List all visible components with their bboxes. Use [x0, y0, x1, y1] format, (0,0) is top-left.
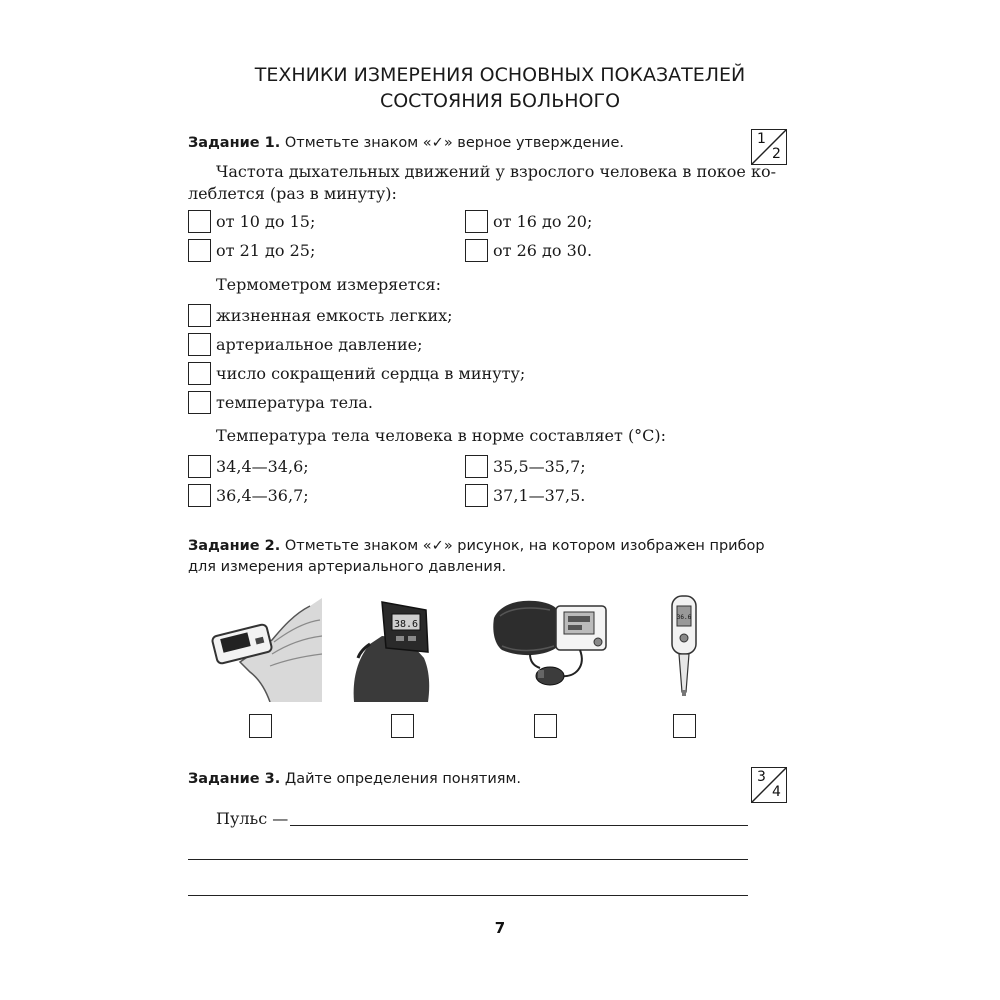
q3-text: Температура тела человека в норме составляет (°C):	[216, 426, 667, 445]
q1-option-4[interactable]: от 26 до 30.	[465, 237, 592, 263]
task2-heading	[188, 538, 765, 554]
checkbox[interactable]	[465, 484, 488, 507]
q3-option-1[interactable]: 34,4—34,6;	[188, 453, 309, 479]
checkbox[interactable]	[465, 210, 488, 233]
ir-display-text: 38.6	[393, 619, 419, 630]
score-top: 1	[757, 131, 766, 147]
checkbox[interactable]	[188, 455, 211, 478]
title-line-1: ТЕХНИКИ ИЗМЕРЕНИЯ ОСНОВНЫХ ПОКАЗАТЕЛЕЙ	[254, 64, 746, 86]
task3-instruction: Дайте определения понятиям.	[284, 771, 522, 787]
answer-line-3[interactable]	[188, 895, 748, 896]
q3-option-3[interactable]: 36,4—36,7;	[188, 482, 309, 508]
q1-option-3[interactable]: от 21 до 25;	[188, 237, 315, 263]
q1-text-line-1: Частота дыхательных движений у взрослого человека в покое ко-	[216, 162, 776, 181]
task3-label: Задание 3.	[188, 771, 281, 787]
q1-option-2[interactable]: от 16 до 20;	[465, 208, 592, 234]
q2-text: Термометром измеряется:	[216, 275, 442, 294]
image-4-checkbox[interactable]	[673, 714, 696, 738]
digital-display-text: 36.6	[676, 614, 692, 621]
checkbox[interactable]	[188, 333, 211, 356]
checkbox[interactable]	[465, 455, 488, 478]
infrared-thermometer-image	[348, 598, 432, 702]
image-1-checkbox[interactable]	[249, 714, 272, 738]
checkbox[interactable]	[188, 239, 211, 262]
pulse-oximeter-image	[210, 598, 322, 702]
answer-line-1[interactable]	[290, 825, 748, 826]
image-3-checkbox[interactable]	[534, 714, 557, 738]
task1-label: Задание 1.	[188, 135, 281, 151]
task3-heading	[188, 771, 521, 787]
q1-option-1[interactable]: от 10 до 15;	[188, 208, 315, 234]
q1-text-line-2: леблется (раз в минуту):	[188, 184, 397, 203]
q2-option-4[interactable]: температура тела.	[188, 389, 373, 415]
page-title	[140, 62, 860, 114]
q3-option-2[interactable]: 35,5—35,7;	[465, 453, 586, 479]
blood-pressure-monitor-image	[490, 596, 610, 688]
task1-heading	[188, 135, 624, 151]
checkbox[interactable]	[465, 239, 488, 262]
task3-score-badge	[751, 767, 787, 803]
task2-instruction-line-1: Отметьте знаком «✓» рисунок, на котором изображен прибор	[284, 538, 765, 554]
term-pulse: Пульс —	[216, 809, 289, 828]
page-number: 7	[494, 919, 506, 937]
q2-option-2[interactable]: артериальное давление;	[188, 331, 423, 357]
q2-option-3[interactable]: число сокращений сердца в минуту;	[188, 360, 525, 386]
task2-instruction-line-2: для измерения артериального давления.	[188, 559, 507, 575]
checkbox[interactable]	[188, 304, 211, 327]
checkbox[interactable]	[188, 484, 211, 507]
checkbox[interactable]	[188, 210, 211, 233]
image-2-checkbox[interactable]	[391, 714, 414, 738]
score-bottom: 4	[772, 784, 781, 800]
digital-thermometer-image	[668, 594, 702, 700]
q2-option-1[interactable]: жизненная емкость легких;	[188, 302, 453, 328]
task1-instruction: Отметьте знаком «✓» верное утверждение.	[284, 135, 624, 151]
q3-option-4[interactable]: 37,1—37,5.	[465, 482, 585, 508]
score-bottom: 2	[772, 146, 781, 162]
task1-score-badge	[751, 129, 787, 165]
answer-line-2[interactable]	[188, 859, 748, 860]
checkbox[interactable]	[188, 391, 211, 414]
checkbox[interactable]	[188, 362, 211, 385]
title-line-2: СОСТОЯНИЯ БОЛЬНОГО	[379, 90, 621, 112]
score-top: 3	[757, 769, 766, 785]
task2-label: Задание 2.	[188, 538, 281, 554]
